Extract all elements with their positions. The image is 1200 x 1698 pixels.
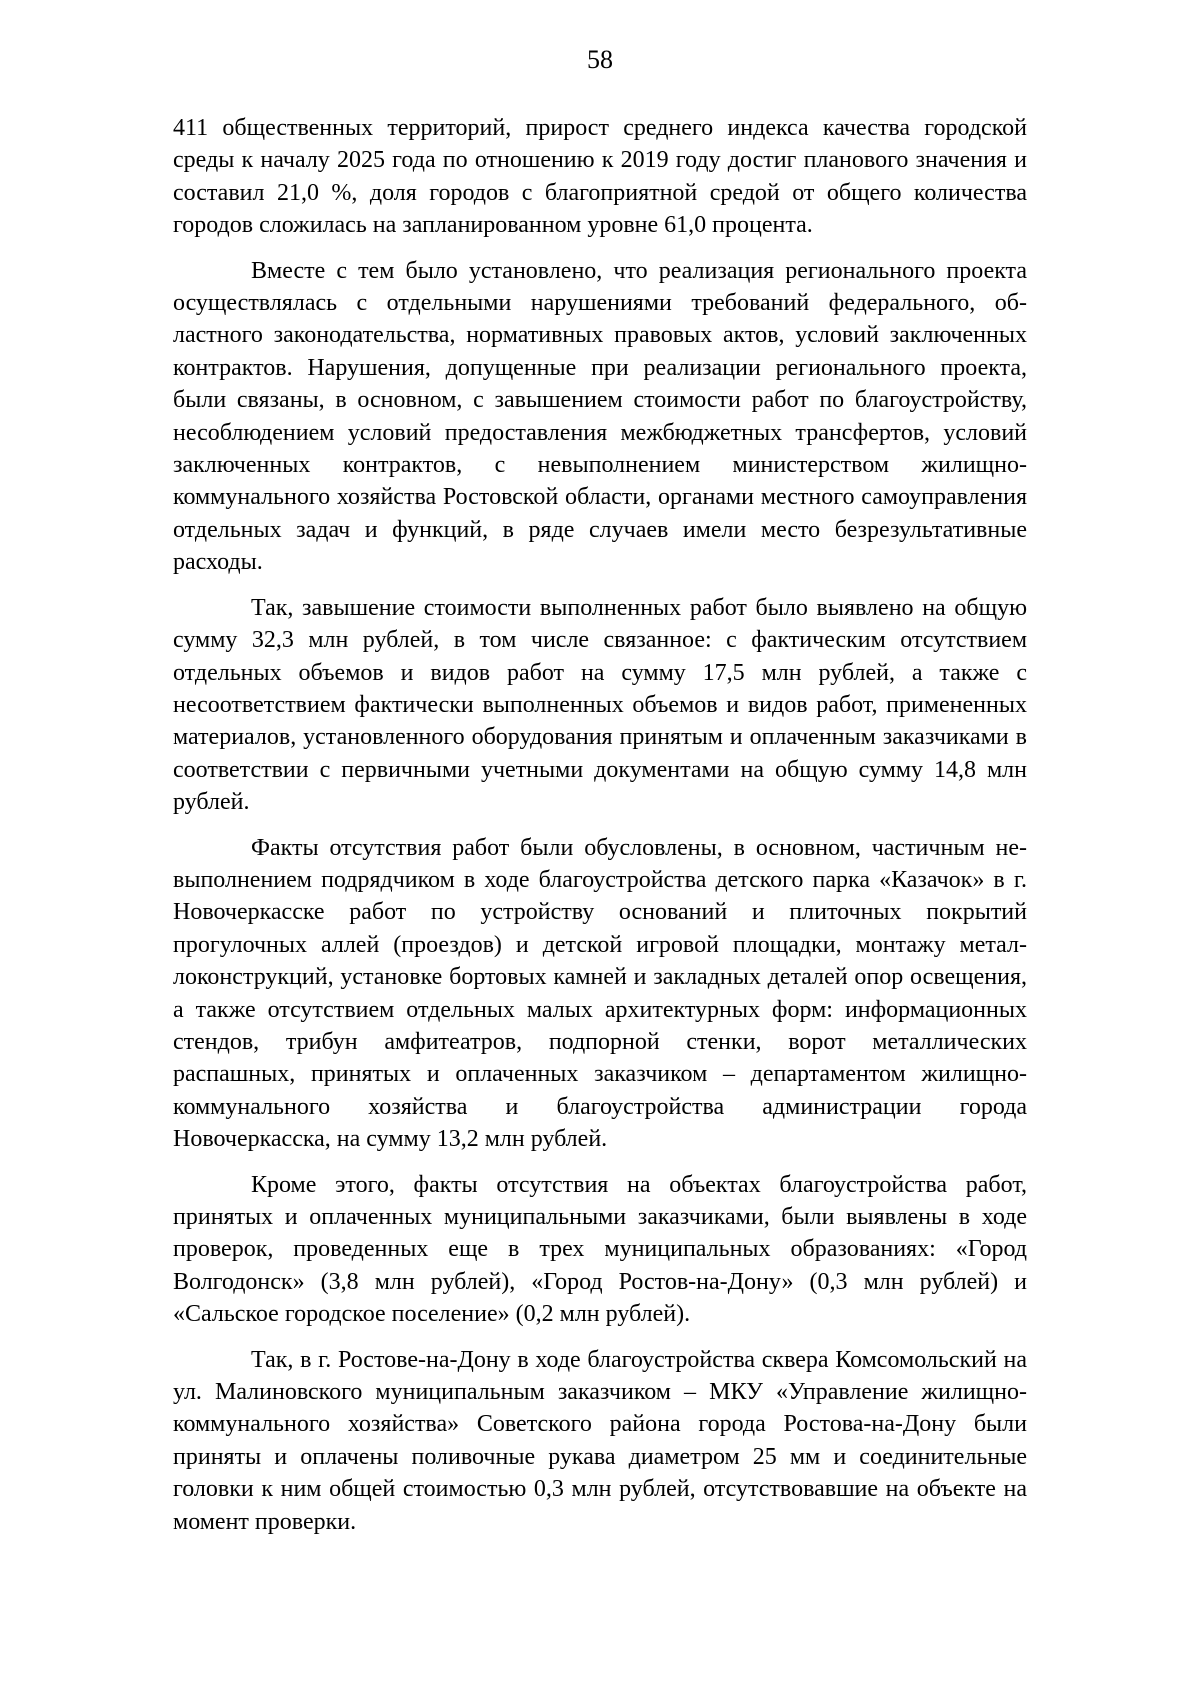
- paragraph-cost-overstatement: Так, завышение стоимости выполненных работ было выявлено на общую сумму 32,3 млн рублей, в том числе связанное: с фактическим отсутствием отдельных объемов и видов работ на сумму 17,5 млн рублей, а также с несоответствием фактически выполненных объемов и видов работ, примененных материалов, установленного оборудования принятым и оплаченным заказчиками в соответствии с первичными учетными документами на общую сумму 14,8 млн рублей.: [173, 594, 1027, 816]
- document-body: [173, 112, 1027, 1551]
- paragraph-other-municipalities: Кроме этого, факты отсутствия на объектах благоустройства работ, принятых и оплаченных муниципальными заказчиками, были выявлены в ходе проверок, проведенных еще в трех муниципальных образованиях: «Город Волгодонск» (3,8 млн рублей), «Город Ростов-на-Дону» (0,3 млн рублей) и «Сальское городское поселение» (0,2 млн рублей).: [173, 1171, 1027, 1328]
- paragraph-continuation: 411 общественных территорий, прирост среднего индекса качества городской среды к началу 2025 года по отношению к 2019 году достиг планового значения и составил 21,0 %, доля городов с благоприятной средой от общего количества городов сложилась на запланированном уровне 61,0 процента.: [173, 115, 1027, 239]
- paragraph-violations-overview: Вместе с тем было установлено, что реализация регионального проекта осуществлялась с отдельными нарушениями требований федерального, областного законодательства, нормативных правовых актов, условий заключенных контрактов. Нарушения, допущенные при реализации регионального проекта, были связаны, в основном, с завышением стоимости работ по благоустройству, несоблюдением условий предоставления межбюджетных трансфертов, условий заключенных контрактов, с невыполнением министерством жилищно-коммунального хозяйства Ростовской области, органами местного самоуправления отдельных задач и функций, в ряде случаев имели место безрезультативные расходы.: [173, 257, 1027, 576]
- page-number: 58: [587, 45, 613, 74]
- paragraph-kazachok-park: Факты отсутствия работ были обусловлены, в основном, частичным невыполнением подрядчиком в ходе благоустройства детского парка «Казачок» в г. Новочеркасске работ по устройству оснований и плиточных покрытий прогулочных аллей (проездов) и детской игровой площадки, монтажу металлоконструкций, установке бортовых камней и закладных деталей опор освещения, а также отсутствием отдельных малых архитектурных форм: информационных стендов, трибун амфитеатров, подпорной стенки, ворот металлических распашных, принятых и оплаченных заказчиком – департаментом жилищно-коммунального хозяйства и благоустройства администрации города Новочеркасска, на сумму 13,2 млн рублей.: [173, 834, 1027, 1153]
- paragraph-rostov-square: Так, в г. Ростове-на-Дону в ходе благоустройства сквера Комсомольский на ул. Малиновского муниципальным заказчиком – МКУ «Управление жилищно-коммунального хозяйства» Советского района города Ростова-на-Дону были приняты и оплачены поливочные рукава диаметром 25 мм и соединительные головки к ним общей стоимостью 0,3 млн рублей, отсутствовавшие на объекте на момент проверки.: [173, 1346, 1027, 1535]
